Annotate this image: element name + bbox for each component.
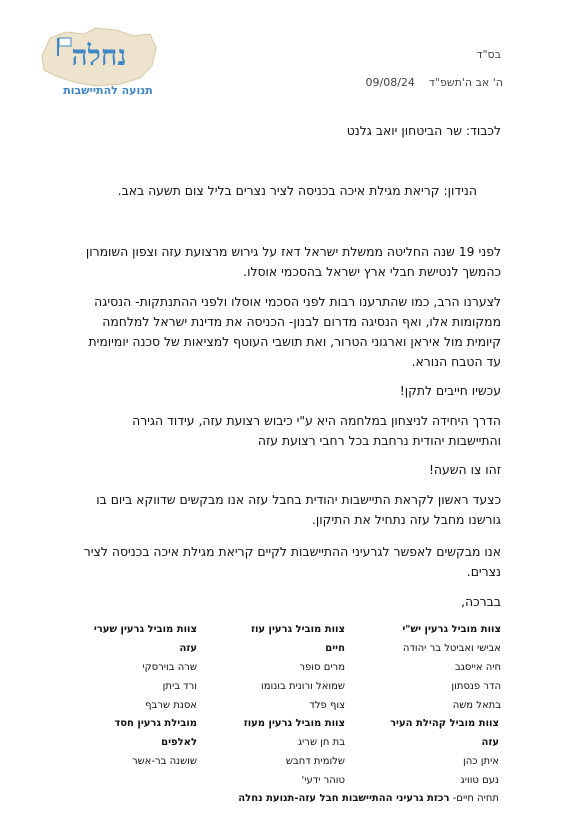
signature-name: ורד ביתן [162, 681, 197, 692]
signature-team-title: צוות מוביל קהילת העיר עזה [390, 718, 499, 748]
paragraph-7: אנו מבקשים לאפשר לגרעיני ההתיישבות לקיים קריאת מגילת איכה בכניסה לציר נצרים. [83, 544, 501, 579]
signature-block [379, 714, 499, 790]
signature-name: הדר פנסתון [451, 681, 501, 692]
signature-name: חיה אייסגב [454, 662, 501, 673]
footer-org: רכזת גרעיני ההתיישבות חבל עזה-תנועת נחלה [238, 793, 450, 804]
paragraph-4: הדרך היחידה לניצחון במלחמה היא ע"י כיבוש רצועת עזה, עידוד הגירה והתיישבות יהודית נרחבת בכל רחבי רצועת עזה [132, 413, 501, 448]
bsd-mark: בס"ד [476, 48, 501, 61]
footer-prefix: תחיה חיים- [449, 793, 499, 804]
signature-block [85, 714, 197, 771]
signature-team-title: צוות מוביל גרעין עוז חיים [250, 624, 345, 654]
paragraph-5: זהו צו השעה! [428, 462, 501, 477]
date-line [366, 76, 504, 89]
signature-name: צוף פלד [309, 700, 345, 711]
signature-team-title: מובילת גרעין חסד לאלפים [114, 718, 197, 748]
hebrew-date: ה' אב ה'תשפ"ד [428, 76, 503, 89]
signature-name: שושנה בר-אשר [131, 756, 197, 767]
signature-block [235, 714, 345, 790]
signature-team-title: צוות מוביל גרעין מעוז [243, 718, 345, 729]
signature-name: אבישי ואביטל בר יהודה [402, 643, 501, 654]
signature-name: בת חן שריג [297, 737, 345, 748]
logo-wordmark: נחלה [71, 39, 127, 72]
signature-block [376, 620, 501, 715]
signature-name: נעם טוויג [460, 775, 499, 786]
footer-signature [238, 793, 499, 804]
signature-team-title: צוות מוביל גרעין יש"י [402, 624, 501, 635]
paragraph-2: לצערנו הרב, כמו שהתרענו רבות לפני הסכמי אוסלו ולפני ההתנתקות- הנסיגה ממקומות אלו, ואף הנסיגה מדרום לבנון- הכניסה את מדינת ישראל למלחמה קיומית מול איראן וארגוני הטרור, ואת תושבי העוטף למציאות של סכנה יומיומית עד הטבח הנורא. [88, 294, 501, 369]
gregorian-date: 09/08/24 [365, 76, 415, 89]
paragraph-6: כצעד ראשון לקראת התיישבות יהודית בחבל עזה אנו מבקשים שדווקא ביום בו גורשנו מחבל עזה נתחיל את התיקון. [96, 492, 501, 527]
signature-name: טוהר ידעי' [301, 775, 345, 786]
signature-name: איתן כהן [463, 756, 499, 767]
signature-name: אסנת שרבף [145, 700, 197, 711]
logo-tagline: תנועה להתיישבות [63, 84, 153, 97]
closing: בברכה, [461, 594, 501, 609]
addressee: לכבוד: שר הביטחון יואב גלנט [346, 123, 501, 138]
paragraph-3: עכשיו חייבים לתקן! [399, 383, 501, 398]
signature-name: שמואל ורונית בונומו [261, 681, 345, 692]
subject-line: הנידון: קריאת מגילת איכה בכניסה לציר נצרים בליל צום תשעה באב. [117, 183, 477, 198]
signature-team-title: צוות מוביל גרעין שערי עזה [93, 624, 197, 654]
signature-name: שלומית דחבש [285, 756, 345, 767]
signature-block [239, 620, 345, 715]
paragraph-1: לפני 19 שנה החליטה ממשלת ישראל דאז על גירוש מרצועת עזה וצפון השומרון כהמשך לנטישת חבלי ארץ ישראל בהסכמי אוסלו. [85, 244, 501, 279]
nachala-logo [36, 26, 160, 102]
signature-block [85, 620, 197, 715]
signature-name: בתאל משה [452, 700, 501, 711]
signature-name: שרה בוירסקי [142, 662, 197, 673]
signature-name: מרים סופר [299, 662, 345, 673]
